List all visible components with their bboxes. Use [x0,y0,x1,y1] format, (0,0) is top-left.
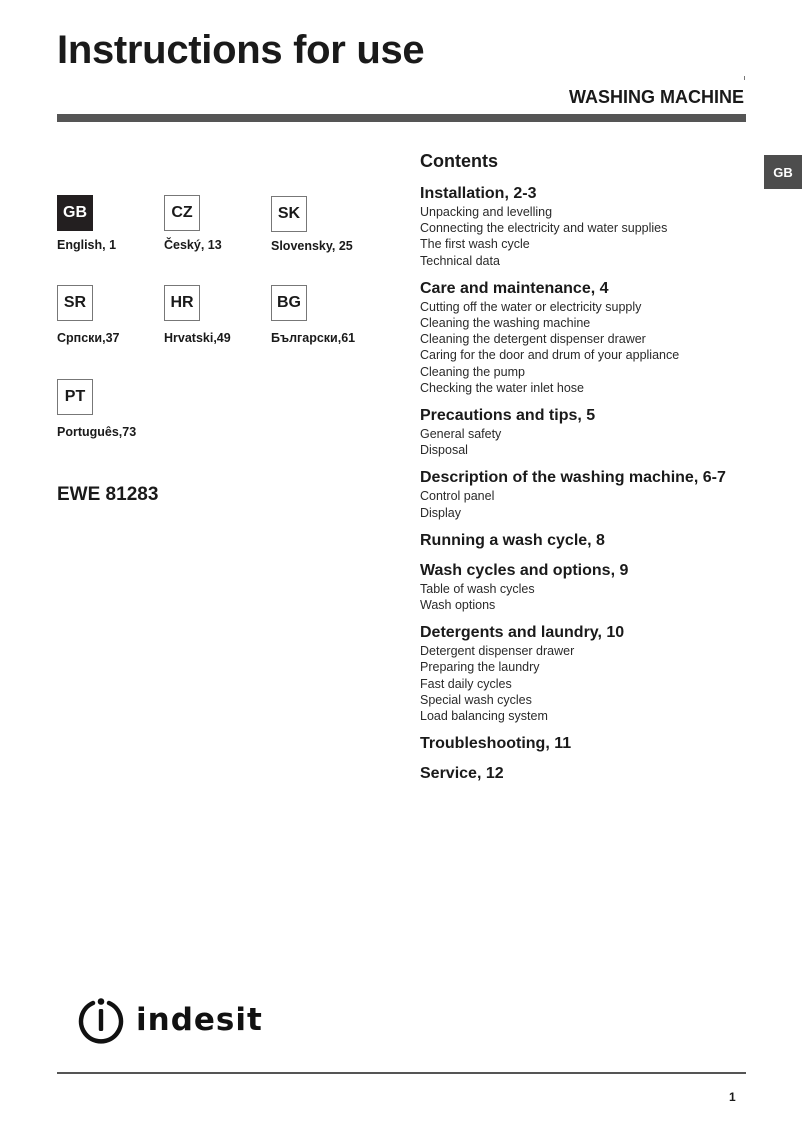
contents-heading: Contents [420,151,498,171]
toc-section-title[interactable]: Wash cycles and options, 9 [420,561,629,579]
language-entry-cz[interactable] [164,195,274,252]
brand-wordmark: indesit [136,1002,263,1038]
toc-item[interactable]: Preparing the laundry [420,660,540,675]
toc-section-detergents [420,623,760,724]
toc-section-title[interactable]: Precautions and tips, 5 [420,407,596,425]
language-code-box: HR [164,285,200,321]
language-label: Português,73 [57,425,137,439]
page-number: 1 [729,1090,736,1104]
language-code-box: CZ [164,195,200,231]
toc-item[interactable]: Detergent dispenser drawer [420,644,575,659]
language-code-box: GB [57,195,93,231]
toc-section-title[interactable]: Description of the washing machine, 6-7 [420,469,726,487]
toc-section-installation [420,184,760,269]
model-number: EWE 81283 [57,484,159,505]
toc-item[interactable]: Control panel [420,489,495,504]
brand-logo [76,995,263,1045]
indesit-power-icon [76,995,126,1045]
toc-section-title[interactable]: Troubleshooting, 11 [420,735,572,753]
toc-section-title[interactable]: Service, 12 [420,765,504,783]
toc-section-wash-cycles [420,561,760,613]
language-entry-gb[interactable] [57,195,167,252]
table-of-contents [420,150,760,794]
decorative-tick [744,76,745,80]
toc-section-title[interactable]: Running a wash cycle, 8 [420,531,605,549]
language-entry-sr[interactable] [57,285,167,345]
language-code-box: PT [57,379,93,415]
language-side-tab: GB [764,155,802,189]
toc-item[interactable]: Special wash cycles [420,692,532,707]
toc-item[interactable]: Load balancing system [420,709,548,724]
language-label: English, 1 [57,238,117,252]
language-label: Český, 13 [164,238,222,252]
toc-item[interactable]: Cleaning the detergent dispenser drawer [420,332,646,347]
language-entry-sk[interactable] [271,196,381,253]
toc-item[interactable]: Wash options [420,598,496,613]
language-label: Български,61 [271,331,356,345]
toc-item[interactable]: Cleaning the pump [420,364,525,379]
toc-item[interactable]: Checking the water inlet hose [420,380,584,395]
toc-section-service [420,764,760,784]
toc-section-title[interactable]: Detergents and laundry, 10 [420,624,625,642]
language-entry-hr[interactable] [164,285,274,345]
toc-item[interactable]: Connecting the electricity and water supplies [420,221,668,236]
toc-item[interactable]: Display [420,505,461,520]
toc-section-precautions [420,406,760,458]
toc-item[interactable]: Fast daily cycles [420,676,512,691]
toc-item[interactable]: Caring for the door and drum of your appliance [420,348,680,363]
toc-item[interactable]: Disposal [420,443,468,458]
toc-section-running [420,531,760,551]
document-title: Instructions for use [57,28,425,72]
language-code-box: SK [271,196,307,232]
footer-rule [57,1072,746,1074]
language-code-box: SR [57,285,93,321]
language-label: Hrvatski,49 [164,331,231,345]
toc-item[interactable]: Technical data [420,253,500,268]
document-subtitle: WASHING MACHINE [569,87,744,107]
language-label: Српски,37 [57,331,120,345]
header-rule [57,114,746,122]
toc-section-title[interactable]: Care and maintenance, 4 [420,279,609,297]
toc-item[interactable]: Unpacking and levelling [420,205,553,219]
toc-item[interactable]: General safety [420,427,502,442]
toc-section-title[interactable]: Installation, 2-3 [420,185,537,202]
language-entry-pt[interactable] [57,379,167,439]
language-label: Slovensky, 25 [271,239,353,253]
toc-item[interactable]: Cleaning the washing machine [420,316,591,331]
toc-section-care [420,279,760,396]
toc-section-troubleshooting [420,734,760,754]
toc-item[interactable]: The first wash cycle [420,237,530,252]
language-code-box: BG [271,285,307,321]
toc-item[interactable]: Table of wash cycles [420,581,535,596]
language-entry-bg[interactable] [271,285,381,345]
toc-item[interactable]: Cutting off the water or electricity supply [420,299,642,314]
toc-section-description [420,468,760,520]
